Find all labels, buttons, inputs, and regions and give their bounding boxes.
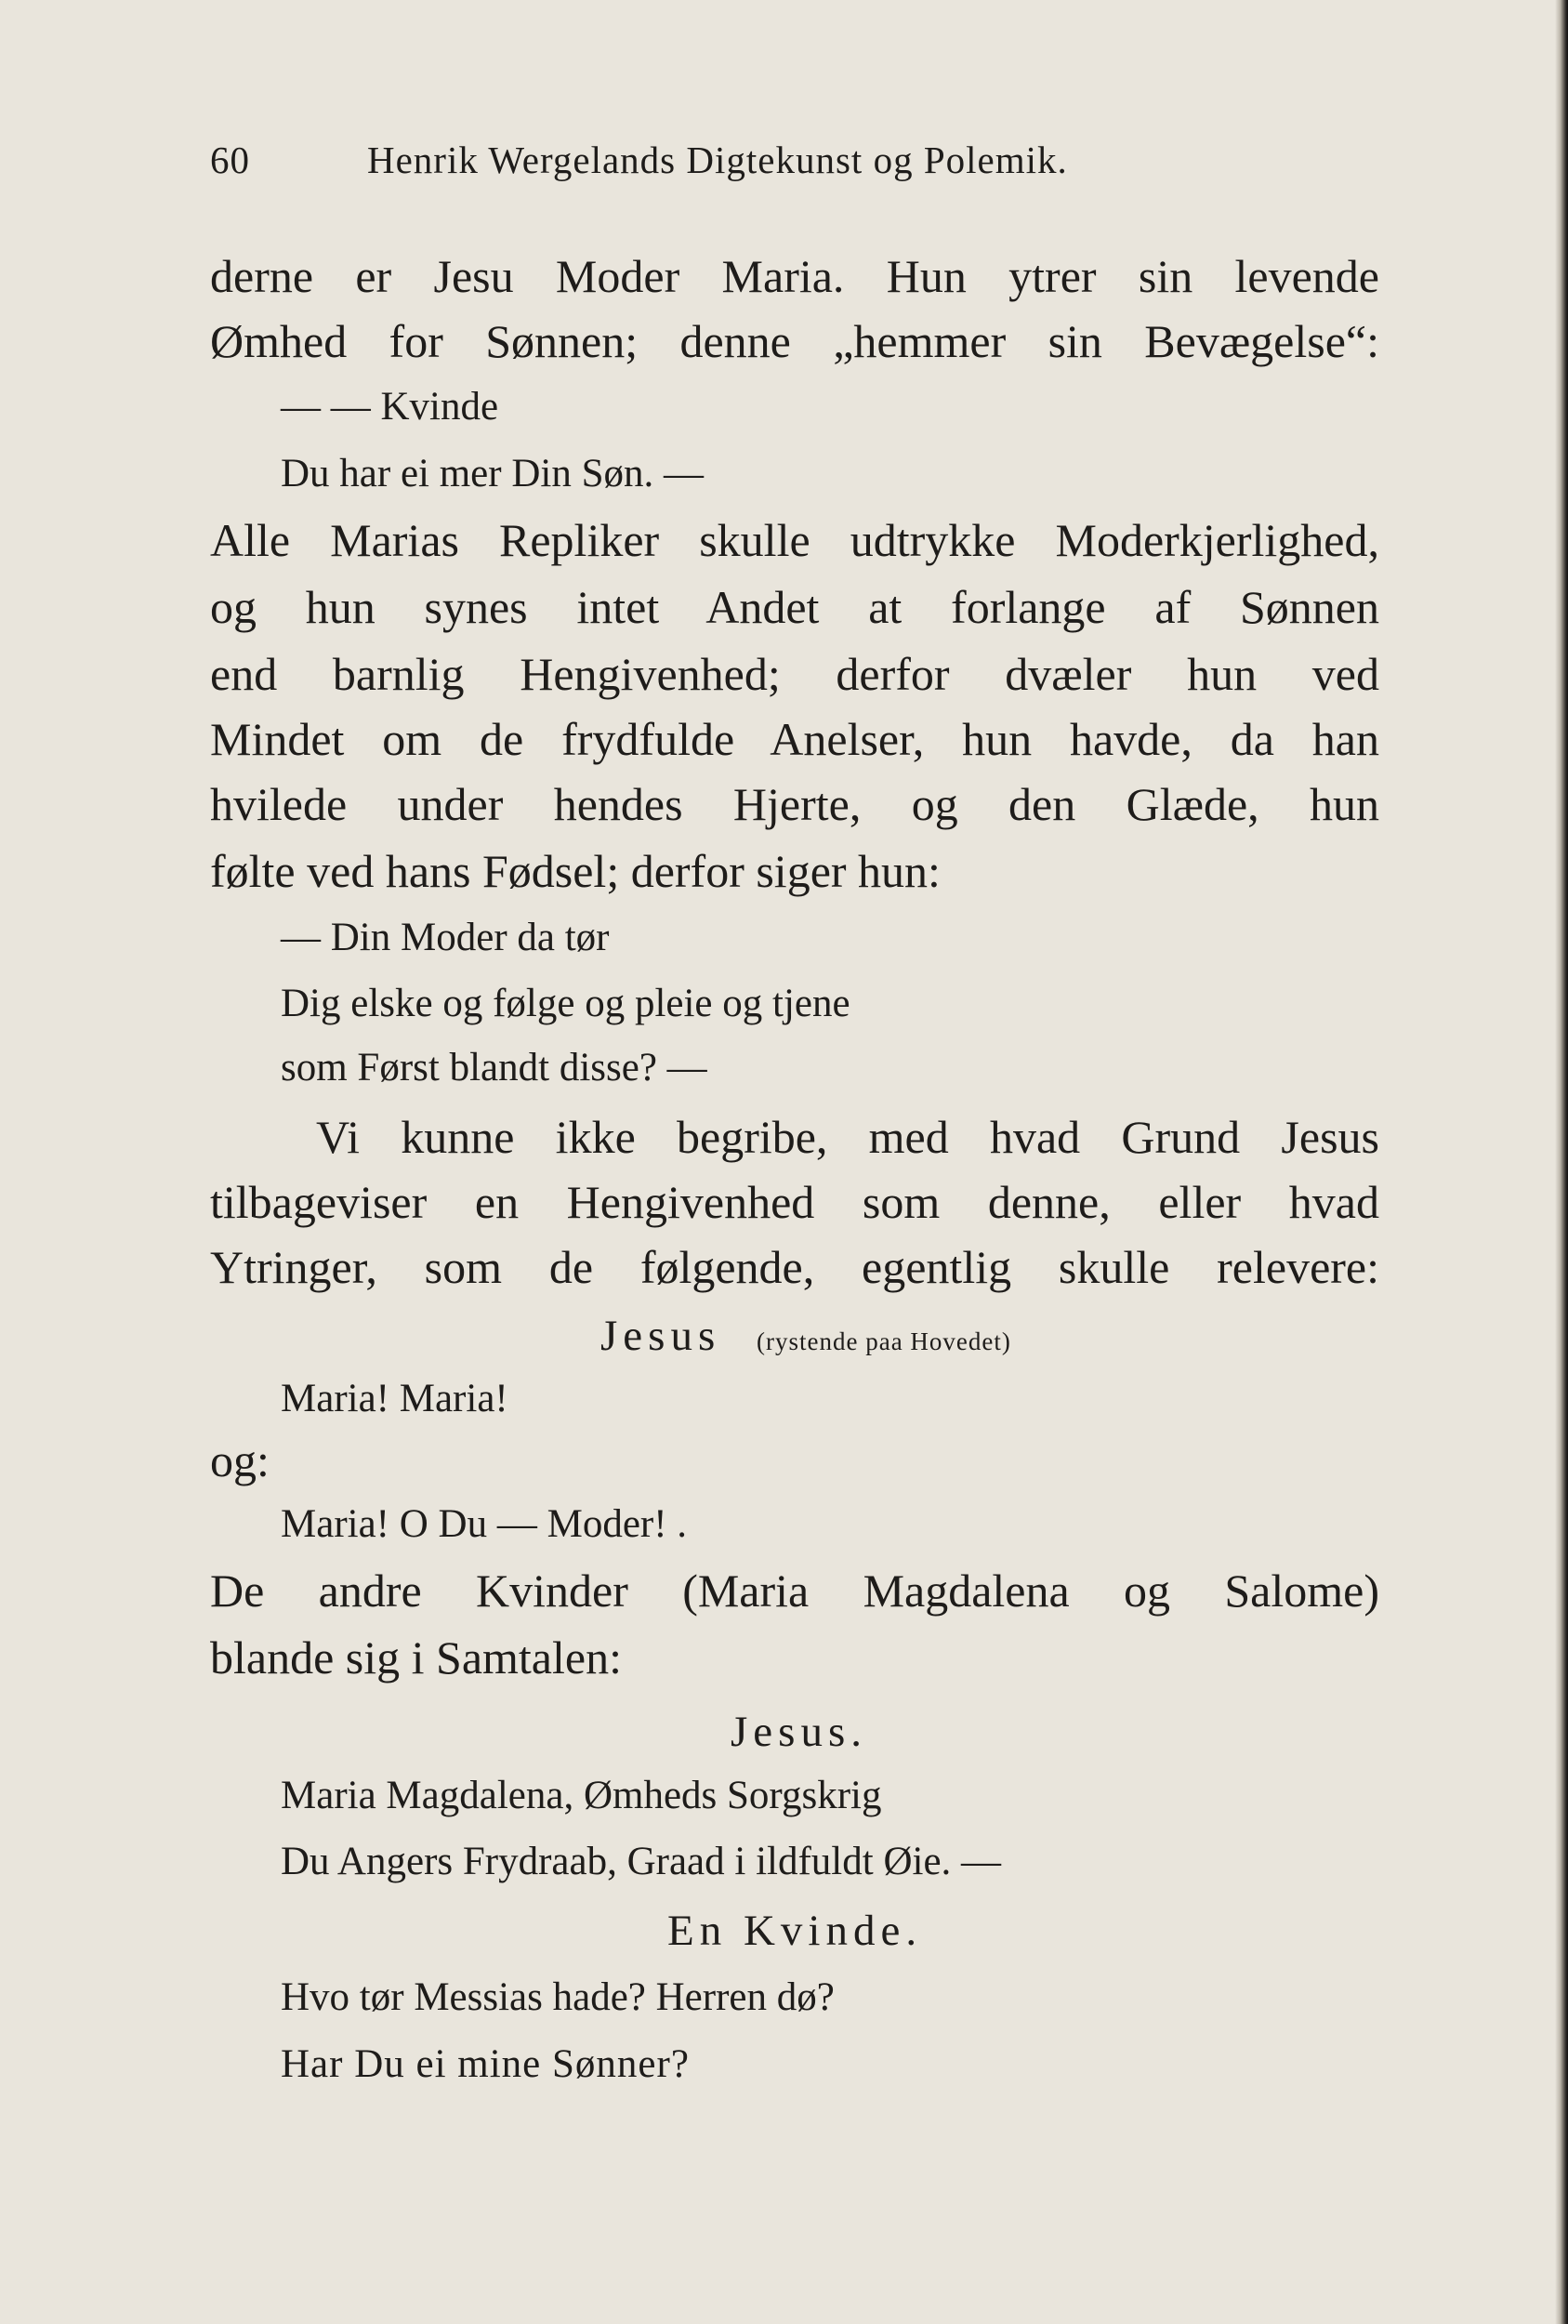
verse-line: Maria! Maria! — [281, 1377, 508, 1420]
stage-direction: (rystende paa Hovedet) — [757, 1327, 1011, 1355]
prose-line: Ømhed for Sønnen; denne „hemmer sin Bevægelse“: — [210, 315, 1379, 367]
prose-line: Alle Marias Repliker skulle udtrykke Moderkjerlighed, — [210, 514, 1379, 566]
verse-line: — — Kvinde — [281, 385, 499, 429]
verse-line: — Din Moder da tør — [281, 916, 610, 959]
verse-line: som Først blandt disse? — — [281, 1046, 707, 1089]
prose-line: følte ved hans Fødsel; derfor siger hun: — [210, 845, 941, 897]
prose-line: Mindet om de frydfulde Anelser, hun havde, da han — [210, 713, 1379, 765]
prose-line: og hun synes intet Andet at forlange af Sønnen — [210, 581, 1379, 633]
prose-line: blande sig i Samtalen: — [210, 1631, 622, 1684]
prose-line: Vi kunne ikke begribe, med hvad Grund Jesus — [316, 1111, 1379, 1163]
verse-line: Har Du ei mine Sønner? — [281, 2042, 690, 2086]
running-title: Henrik Wergelands Digtekunst og Polemik. — [367, 139, 1068, 181]
prose-line: derne er Jesu Moder Maria. Hun ytrer sin levende — [210, 250, 1379, 302]
prose-line: end barnlig Hengivenhed; derfor dvæler hun ved — [210, 648, 1379, 700]
verse-line: Du Angers Frydraab, Graad i ildfuldt Øie. — — [281, 1840, 1002, 1883]
prose-line: og: — [210, 1434, 270, 1486]
verse-line: Dig elske og følge og pleie og tjene — [281, 982, 850, 1025]
speaker-name: Jesus. — [731, 1708, 867, 1756]
page-number: 60 — [210, 139, 250, 181]
verse-line: Du har ei mer Din Søn. — — [281, 452, 705, 495]
speaker-name: En Kvinde. — [667, 1907, 923, 1955]
verse-line: Hvo tør Messias hade? Herren dø? — [281, 1975, 835, 2019]
verse-line: Maria Magdalena, Ømheds Sorgskrig — [281, 1774, 882, 1817]
speaker-name: Jesus — [600, 1312, 721, 1360]
page-edge-shadow — [1555, 0, 1568, 2324]
verse-line: Maria! O Du — Moder! . — [281, 1502, 688, 1546]
running-header — [210, 138, 1223, 190]
prose-line: tilbageviser en Hengivenhed som denne, eller hvad — [210, 1176, 1379, 1228]
prose-line: hvilede under hendes Hjerte, og den Glæde, hun — [210, 778, 1379, 830]
prose-line: De andre Kvinder (Maria Magdalena og Salome) — [210, 1565, 1379, 1617]
prose-line: Ytringer, som de følgende, egentlig skulle relevere: — [210, 1241, 1379, 1293]
